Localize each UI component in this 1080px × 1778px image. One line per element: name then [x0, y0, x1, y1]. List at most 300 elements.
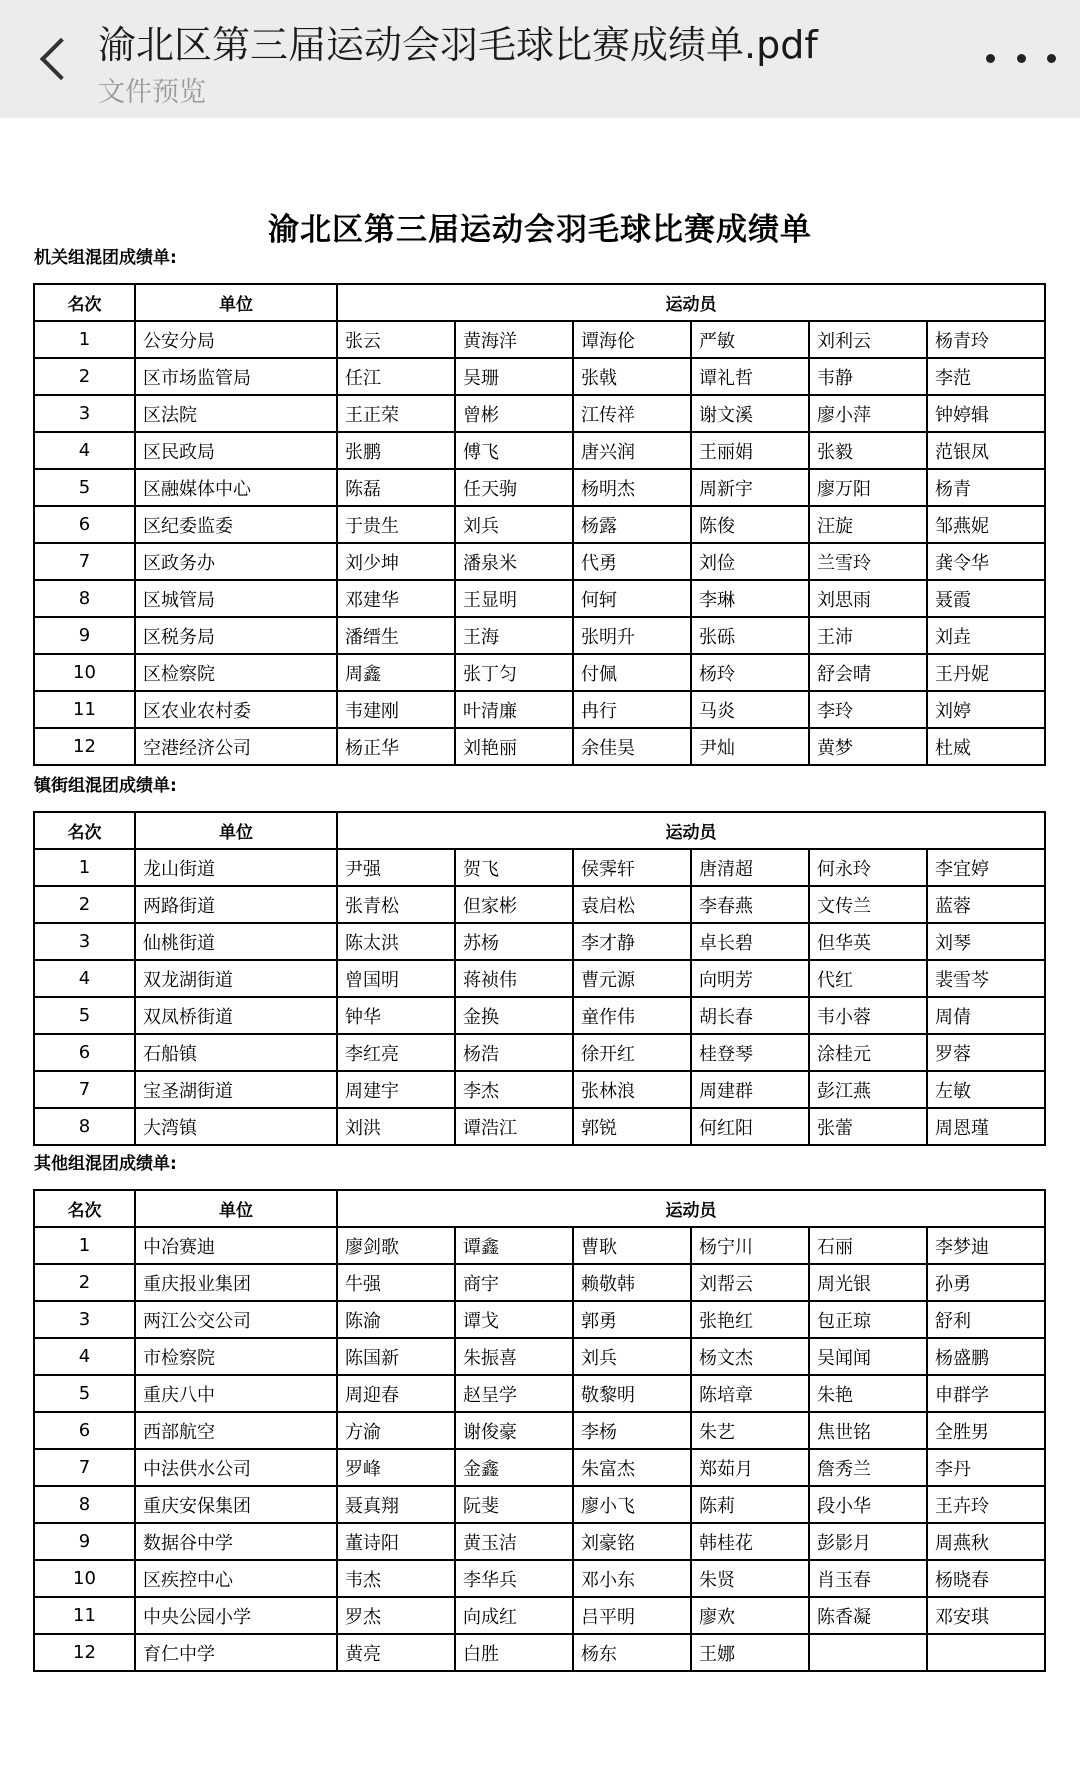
unit-cell: 区市场监管局 — [135, 358, 337, 395]
athlete-cell: 王卉玲 — [927, 1486, 1045, 1523]
athlete-cell: 张毅 — [809, 432, 927, 469]
table-row — [34, 1108, 1045, 1145]
unit-cell: 中法供水公司 — [135, 1449, 337, 1486]
athlete-cell: 但家彬 — [455, 886, 573, 923]
table-row — [34, 1597, 1045, 1634]
athlete-cell: 杨盛鹏 — [927, 1338, 1045, 1375]
table-row — [34, 1486, 1045, 1523]
results-table — [33, 1189, 1046, 1672]
athlete-cell: 邓小东 — [573, 1560, 691, 1597]
athlete-cell: 张青松 — [337, 886, 455, 923]
athlete-cell: 刘垚 — [927, 617, 1045, 654]
rank-cell: 2 — [34, 1264, 135, 1301]
athlete-cell: 左敏 — [927, 1071, 1045, 1108]
athlete-cell: 郑茹月 — [691, 1449, 809, 1486]
file-name: 渝北区第三届运动会羽毛球比赛成绩单.pdf — [98, 23, 818, 67]
athlete-cell: 曾彬 — [455, 395, 573, 432]
athlete-cell: 朱富杰 — [573, 1449, 691, 1486]
unit-cell: 区纪委监委 — [135, 506, 337, 543]
table-header-row — [34, 284, 1045, 321]
athlete-cell: 周建群 — [691, 1071, 809, 1108]
athlete-cell: 但华英 — [809, 923, 927, 960]
athlete-cell: 王娜 — [691, 1634, 809, 1671]
athlete-cell: 陈磊 — [337, 469, 455, 506]
column-header-athletes: 运动员 — [337, 284, 1045, 321]
athlete-cell: 任江 — [337, 358, 455, 395]
athlete-cell: 李才静 — [573, 923, 691, 960]
rank-cell: 5 — [34, 469, 135, 506]
unit-cell: 两江公交公司 — [135, 1301, 337, 1338]
athlete-cell: 周恩瑾 — [927, 1108, 1045, 1145]
unit-cell: 仙桃街道 — [135, 923, 337, 960]
athlete-cell: 陈培章 — [691, 1375, 809, 1412]
table-row — [34, 1301, 1045, 1338]
unit-cell: 宝圣湖街道 — [135, 1071, 337, 1108]
unit-cell: 龙山街道 — [135, 849, 337, 886]
rank-cell: 4 — [34, 432, 135, 469]
rank-cell: 7 — [34, 1449, 135, 1486]
rank-cell: 6 — [34, 1034, 135, 1071]
athlete-cell: 童作伟 — [573, 997, 691, 1034]
athlete-cell: 徐开红 — [573, 1034, 691, 1071]
athlete-cell: 张云 — [337, 321, 455, 358]
rank-cell: 4 — [34, 1338, 135, 1375]
athlete-cell: 江传祥 — [573, 395, 691, 432]
table-row — [34, 691, 1045, 728]
athlete-cell: 张明升 — [573, 617, 691, 654]
athlete-cell: 金换 — [455, 997, 573, 1034]
athlete-cell: 韦建刚 — [337, 691, 455, 728]
table-row — [34, 1449, 1045, 1486]
athlete-cell: 谭礼哲 — [691, 358, 809, 395]
rank-cell: 10 — [34, 1560, 135, 1597]
unit-cell: 空港经济公司 — [135, 728, 337, 765]
athlete-cell: 蒋祯伟 — [455, 960, 573, 997]
athlete-cell: 陈渝 — [337, 1301, 455, 1338]
table-row — [34, 1375, 1045, 1412]
athlete-cell: 王丹妮 — [927, 654, 1045, 691]
table-row — [34, 321, 1045, 358]
athlete-cell: 李春燕 — [691, 886, 809, 923]
athlete-cell: 王海 — [455, 617, 573, 654]
athlete-cell: 刘琴 — [927, 923, 1045, 960]
table-row — [34, 432, 1045, 469]
athlete-cell: 李范 — [927, 358, 1045, 395]
athlete-cell: 朱贤 — [691, 1560, 809, 1597]
athlete-cell: 杨浩 — [455, 1034, 573, 1071]
unit-cell: 数据谷中学 — [135, 1523, 337, 1560]
athlete-cell: 王显明 — [455, 580, 573, 617]
athlete-cell: 陈莉 — [691, 1486, 809, 1523]
unit-cell: 育仁中学 — [135, 1634, 337, 1671]
athlete-cell: 刘少坤 — [337, 543, 455, 580]
file-preview-label: 文件预览 — [98, 77, 206, 108]
unit-cell: 区城管局 — [135, 580, 337, 617]
rank-cell: 12 — [34, 728, 135, 765]
athlete-cell: 马炎 — [691, 691, 809, 728]
athlete-cell: 范银凤 — [927, 432, 1045, 469]
athlete-cell: 曹耿 — [573, 1227, 691, 1264]
athlete-cell: 郭锐 — [573, 1108, 691, 1145]
athlete-cell: 黄亮 — [337, 1634, 455, 1671]
athlete-cell: 孙勇 — [927, 1264, 1045, 1301]
more-dots-icon — [1017, 54, 1026, 63]
athlete-cell: 刘婷 — [927, 691, 1045, 728]
athlete-cell: 段小华 — [809, 1486, 927, 1523]
athlete-cell: 裴雪芩 — [927, 960, 1045, 997]
rank-cell: 1 — [34, 321, 135, 358]
athlete-cell: 商宇 — [455, 1264, 573, 1301]
section-label: 镇街组混团成绩单: — [34, 776, 177, 796]
more-options-button[interactable] — [986, 38, 1056, 78]
athlete-cell: 周新宇 — [691, 469, 809, 506]
athlete-cell: 何永玲 — [809, 849, 927, 886]
unit-cell: 双龙湖街道 — [135, 960, 337, 997]
athlete-cell: 代勇 — [573, 543, 691, 580]
athlete-cell: 舒利 — [927, 1301, 1045, 1338]
athlete-cell: 付佩 — [573, 654, 691, 691]
athlete-cell: 唐清超 — [691, 849, 809, 886]
athlete-cell: 曹元源 — [573, 960, 691, 997]
results-table — [33, 811, 1046, 1146]
athlete-cell: 周迎春 — [337, 1375, 455, 1412]
athlete-cell: 黄玉洁 — [455, 1523, 573, 1560]
athlete-cell: 肖玉春 — [809, 1560, 927, 1597]
athlete-cell — [809, 1634, 927, 1671]
athlete-cell: 谭戈 — [455, 1301, 573, 1338]
unit-cell: 石船镇 — [135, 1034, 337, 1071]
athlete-cell: 贺飞 — [455, 849, 573, 886]
column-header-rank: 名次 — [34, 284, 135, 321]
section-label: 其他组混团成绩单: — [34, 1154, 177, 1174]
athlete-cell: 罗蓉 — [927, 1034, 1045, 1071]
athlete-cell: 吴闻闻 — [809, 1338, 927, 1375]
athlete-cell: 杨晓春 — [927, 1560, 1045, 1597]
athlete-cell: 敬黎明 — [573, 1375, 691, 1412]
unit-cell: 重庆八中 — [135, 1375, 337, 1412]
pdf-page[interactable] — [0, 118, 1080, 1778]
athlete-cell: 黄梦 — [809, 728, 927, 765]
athlete-cell: 杨文杰 — [691, 1338, 809, 1375]
table-row — [34, 849, 1045, 886]
results-table — [33, 283, 1046, 766]
rank-cell: 4 — [34, 960, 135, 997]
athlete-cell: 尹灿 — [691, 728, 809, 765]
athlete-cell: 龚令华 — [927, 543, 1045, 580]
athlete-cell: 邓安琪 — [927, 1597, 1045, 1634]
athlete-cell: 王丽娟 — [691, 432, 809, 469]
athlete-cell: 彭江燕 — [809, 1071, 927, 1108]
athlete-cell: 张艳红 — [691, 1301, 809, 1338]
table-row — [34, 1634, 1045, 1671]
athlete-cell: 谭浩江 — [455, 1108, 573, 1145]
rank-cell: 7 — [34, 1071, 135, 1108]
rank-cell: 3 — [34, 1301, 135, 1338]
athlete-cell: 黄海洋 — [455, 321, 573, 358]
athlete-cell: 张丁匀 — [455, 654, 573, 691]
rank-cell: 11 — [34, 691, 135, 728]
athlete-cell: 包正琼 — [809, 1301, 927, 1338]
athlete-cell: 叶清廉 — [455, 691, 573, 728]
athlete-cell: 申群学 — [927, 1375, 1045, 1412]
rank-cell: 6 — [34, 1412, 135, 1449]
table-row — [34, 1523, 1045, 1560]
athlete-cell: 刘俭 — [691, 543, 809, 580]
athlete-cell: 汪旋 — [809, 506, 927, 543]
athlete-cell — [927, 1634, 1045, 1671]
unit-cell: 区政务办 — [135, 543, 337, 580]
column-header-rank: 名次 — [34, 812, 135, 849]
athlete-cell: 桂登琴 — [691, 1034, 809, 1071]
table-row — [34, 1412, 1045, 1449]
athlete-cell: 牛强 — [337, 1264, 455, 1301]
table-row — [34, 358, 1045, 395]
athlete-cell: 李杰 — [455, 1071, 573, 1108]
athlete-cell: 吴珊 — [455, 358, 573, 395]
athlete-cell: 廖欢 — [691, 1597, 809, 1634]
athlete-cell: 冉行 — [573, 691, 691, 728]
athlete-cell: 谭鑫 — [455, 1227, 573, 1264]
athlete-cell: 张砾 — [691, 617, 809, 654]
column-header-athletes: 运动员 — [337, 1190, 1045, 1227]
unit-cell: 区税务局 — [135, 617, 337, 654]
athlete-cell: 刘思雨 — [809, 580, 927, 617]
athlete-cell: 张戟 — [573, 358, 691, 395]
unit-cell: 双凤桥街道 — [135, 997, 337, 1034]
athlete-cell: 全胜男 — [927, 1412, 1045, 1449]
athlete-cell: 严敏 — [691, 321, 809, 358]
athlete-cell: 文传兰 — [809, 886, 927, 923]
unit-cell: 区农业农村委 — [135, 691, 337, 728]
rank-cell: 2 — [34, 886, 135, 923]
rank-cell: 6 — [34, 506, 135, 543]
athlete-cell: 李杨 — [573, 1412, 691, 1449]
athlete-cell: 石丽 — [809, 1227, 927, 1264]
athlete-cell: 杨露 — [573, 506, 691, 543]
table-row — [34, 960, 1045, 997]
athlete-cell: 杨正华 — [337, 728, 455, 765]
more-dots-icon — [1047, 54, 1056, 63]
athlete-cell: 唐兴润 — [573, 432, 691, 469]
chevron-left-icon — [40, 38, 82, 80]
unit-cell: 中冶赛迪 — [135, 1227, 337, 1264]
rank-cell: 5 — [34, 1375, 135, 1412]
column-header-unit: 单位 — [135, 1190, 337, 1227]
athlete-cell: 刘利云 — [809, 321, 927, 358]
athlete-cell: 李玲 — [809, 691, 927, 728]
athlete-cell: 董诗阳 — [337, 1523, 455, 1560]
athlete-cell: 刘帮云 — [691, 1264, 809, 1301]
athlete-cell: 袁启松 — [573, 886, 691, 923]
athlete-cell: 周倩 — [927, 997, 1045, 1034]
athlete-cell: 韦杰 — [337, 1560, 455, 1597]
athlete-cell: 廖万阳 — [809, 469, 927, 506]
athlete-cell: 谢俊豪 — [455, 1412, 573, 1449]
athlete-cell: 张蕾 — [809, 1108, 927, 1145]
athlete-cell: 张鹏 — [337, 432, 455, 469]
rank-cell: 5 — [34, 997, 135, 1034]
column-header-unit: 单位 — [135, 812, 337, 849]
unit-cell: 中央公园小学 — [135, 1597, 337, 1634]
athlete-cell: 朱艺 — [691, 1412, 809, 1449]
athlete-cell: 李红亮 — [337, 1034, 455, 1071]
unit-cell: 公安分局 — [135, 321, 337, 358]
table-row — [34, 395, 1045, 432]
rank-cell: 7 — [34, 543, 135, 580]
athlete-cell: 罗杰 — [337, 1597, 455, 1634]
rank-cell: 12 — [34, 1634, 135, 1671]
athlete-cell: 谭海伦 — [573, 321, 691, 358]
column-header-athletes: 运动员 — [337, 812, 1045, 849]
athlete-cell: 周鑫 — [337, 654, 455, 691]
athlete-cell: 曾国明 — [337, 960, 455, 997]
table-row — [34, 923, 1045, 960]
athlete-cell: 白胜 — [455, 1634, 573, 1671]
unit-cell: 区疾控中心 — [135, 1560, 337, 1597]
rank-cell: 10 — [34, 654, 135, 691]
table-header-row — [34, 812, 1045, 849]
unit-cell: 区民政局 — [135, 432, 337, 469]
top-bar — [0, 0, 1080, 118]
athlete-cell: 廖剑歌 — [337, 1227, 455, 1264]
athlete-cell: 苏杨 — [455, 923, 573, 960]
athlete-cell: 陈太洪 — [337, 923, 455, 960]
athlete-cell: 何红阳 — [691, 1108, 809, 1145]
athlete-cell: 尹强 — [337, 849, 455, 886]
rank-cell: 8 — [34, 1108, 135, 1145]
athlete-cell: 朱振喜 — [455, 1338, 573, 1375]
table-header-row — [34, 1190, 1045, 1227]
athlete-cell: 钟华 — [337, 997, 455, 1034]
document-title: 渝北区第三届运动会羽毛球比赛成绩单 — [268, 212, 812, 248]
athlete-cell: 李梦迪 — [927, 1227, 1045, 1264]
more-dots-icon — [986, 54, 995, 63]
column-header-rank: 名次 — [34, 1190, 135, 1227]
athlete-cell: 卓长碧 — [691, 923, 809, 960]
athlete-cell: 胡长春 — [691, 997, 809, 1034]
athlete-cell: 李琳 — [691, 580, 809, 617]
table-row — [34, 997, 1045, 1034]
unit-cell: 重庆安保集团 — [135, 1486, 337, 1523]
athlete-cell: 谢文溪 — [691, 395, 809, 432]
athlete-cell: 韦静 — [809, 358, 927, 395]
athlete-cell: 王正荣 — [337, 395, 455, 432]
athlete-cell: 杜威 — [927, 728, 1045, 765]
rank-cell: 9 — [34, 1523, 135, 1560]
athlete-cell: 周建宇 — [337, 1071, 455, 1108]
rank-cell: 8 — [34, 580, 135, 617]
athlete-cell: 钟婷辑 — [927, 395, 1045, 432]
back-button[interactable] — [26, 26, 86, 92]
table-row — [34, 506, 1045, 543]
unit-cell: 两路街道 — [135, 886, 337, 923]
athlete-cell: 彭影月 — [809, 1523, 927, 1560]
unit-cell: 区检察院 — [135, 654, 337, 691]
unit-cell: 大湾镇 — [135, 1108, 337, 1145]
athlete-cell: 杨青玲 — [927, 321, 1045, 358]
athlete-cell: 聂霞 — [927, 580, 1045, 617]
athlete-cell: 韩桂花 — [691, 1523, 809, 1560]
athlete-cell: 阮斐 — [455, 1486, 573, 1523]
table-row — [34, 543, 1045, 580]
athlete-cell: 于贵生 — [337, 506, 455, 543]
athlete-cell: 潘缙生 — [337, 617, 455, 654]
athlete-cell: 舒会晴 — [809, 654, 927, 691]
athlete-cell: 吕平明 — [573, 1597, 691, 1634]
table-row — [34, 654, 1045, 691]
athlete-cell: 侯霁轩 — [573, 849, 691, 886]
athlete-cell: 陈俊 — [691, 506, 809, 543]
athlete-cell: 兰雪玲 — [809, 543, 927, 580]
athlete-cell: 罗峰 — [337, 1449, 455, 1486]
athlete-cell: 陈香凝 — [809, 1597, 927, 1634]
athlete-cell: 杨宁川 — [691, 1227, 809, 1264]
athlete-cell: 傅飞 — [455, 432, 573, 469]
table-row — [34, 1034, 1045, 1071]
athlete-cell: 刘艳丽 — [455, 728, 573, 765]
unit-cell: 区融媒体中心 — [135, 469, 337, 506]
athlete-cell: 周光银 — [809, 1264, 927, 1301]
athlete-cell: 蓝蓉 — [927, 886, 1045, 923]
athlete-cell: 赵呈学 — [455, 1375, 573, 1412]
table-row — [34, 1264, 1045, 1301]
athlete-cell: 杨明杰 — [573, 469, 691, 506]
rank-cell: 11 — [34, 1597, 135, 1634]
rank-cell: 1 — [34, 1227, 135, 1264]
athlete-cell: 韦小蓉 — [809, 997, 927, 1034]
athlete-cell: 刘兵 — [455, 506, 573, 543]
table-row — [34, 580, 1045, 617]
athlete-cell: 聂真翔 — [337, 1486, 455, 1523]
athlete-cell: 陈国新 — [337, 1338, 455, 1375]
athlete-cell: 李丹 — [927, 1449, 1045, 1486]
rank-cell: 3 — [34, 395, 135, 432]
athlete-cell: 方渝 — [337, 1412, 455, 1449]
table-row — [34, 1338, 1045, 1375]
athlete-cell: 杨玲 — [691, 654, 809, 691]
athlete-cell: 刘洪 — [337, 1108, 455, 1145]
rank-cell: 9 — [34, 617, 135, 654]
athlete-cell: 向明芳 — [691, 960, 809, 997]
rank-cell: 1 — [34, 849, 135, 886]
athlete-cell: 王沛 — [809, 617, 927, 654]
athlete-cell: 杨东 — [573, 1634, 691, 1671]
table-row — [34, 1560, 1045, 1597]
athlete-cell: 向成红 — [455, 1597, 573, 1634]
athlete-cell: 郭勇 — [573, 1301, 691, 1338]
athlete-cell: 周燕秋 — [927, 1523, 1045, 1560]
rank-cell: 2 — [34, 358, 135, 395]
athlete-cell: 邓建华 — [337, 580, 455, 617]
column-header-unit: 单位 — [135, 284, 337, 321]
athlete-cell: 刘兵 — [573, 1338, 691, 1375]
athlete-cell: 任天驹 — [455, 469, 573, 506]
table-row — [34, 469, 1045, 506]
athlete-cell: 何轲 — [573, 580, 691, 617]
athlete-cell: 赖敬韩 — [573, 1264, 691, 1301]
athlete-cell: 余佳昊 — [573, 728, 691, 765]
table-row — [34, 1071, 1045, 1108]
athlete-cell: 金鑫 — [455, 1449, 573, 1486]
rank-cell: 8 — [34, 1486, 135, 1523]
unit-cell: 区法院 — [135, 395, 337, 432]
athlete-cell: 李华兵 — [455, 1560, 573, 1597]
athlete-cell: 张林浪 — [573, 1071, 691, 1108]
athlete-cell: 朱艳 — [809, 1375, 927, 1412]
unit-cell: 重庆报业集团 — [135, 1264, 337, 1301]
rank-cell: 3 — [34, 923, 135, 960]
athlete-cell: 焦世铭 — [809, 1412, 927, 1449]
